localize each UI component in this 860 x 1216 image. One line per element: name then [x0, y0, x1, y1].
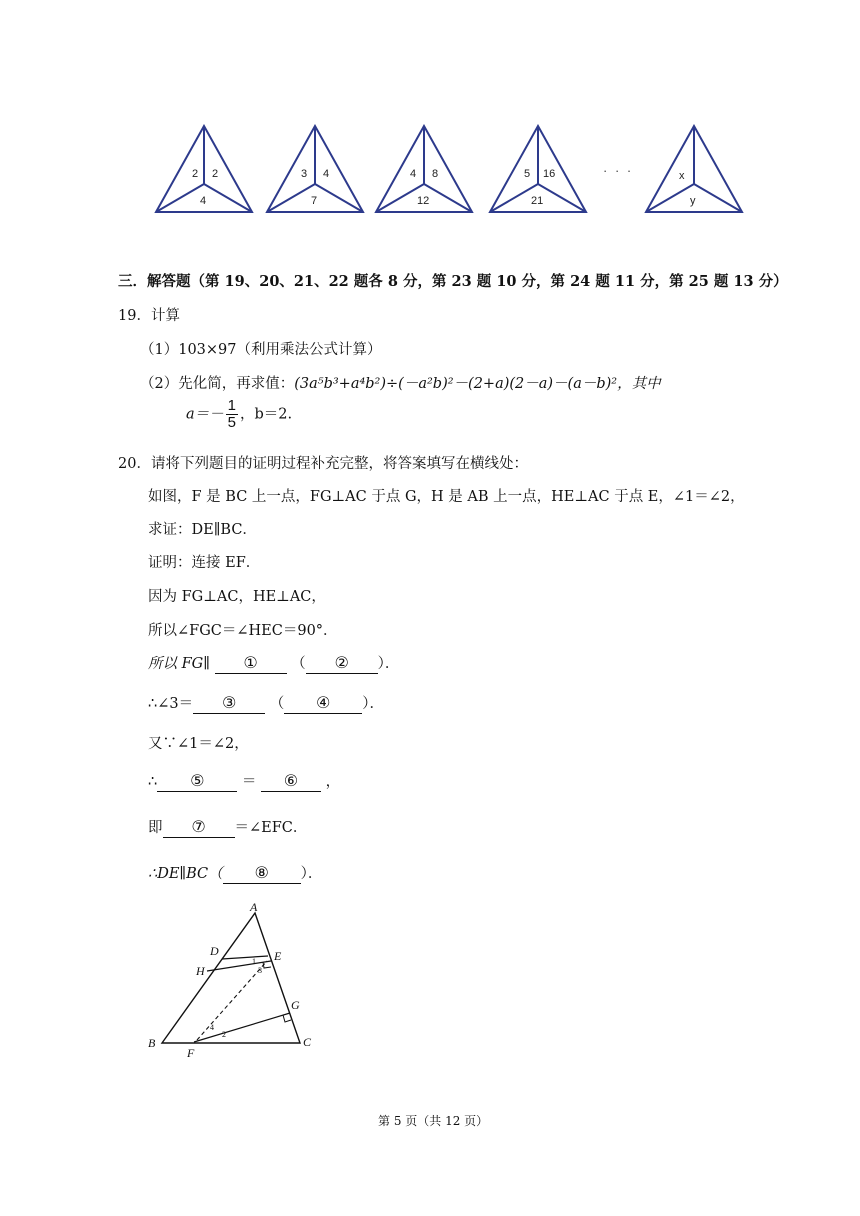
- q20-proof-start: 证明：连接 EF．: [148, 555, 261, 571]
- label-B: B: [148, 1036, 156, 1050]
- blank-6[interactable]: ⑥: [261, 772, 321, 792]
- blank-7[interactable]: ⑦: [163, 818, 235, 838]
- tri3-bottom: 12: [417, 195, 430, 207]
- q20-step-3: 所以 FG∥ ① （ ② ）．: [148, 653, 400, 672]
- blank-5[interactable]: ⑤: [157, 772, 237, 792]
- q20-prove: 求证：DE∥BC．: [148, 522, 257, 538]
- tri3-right: 8: [432, 168, 439, 180]
- q19-cond-a: a＝－: [186, 406, 224, 423]
- q20-conclusion: ∴DE∥BC（ ⑧ ）．: [148, 863, 323, 882]
- q20-step-3-prefix: 所以 FG∥: [148, 656, 210, 672]
- ellipsis: · · ·: [603, 163, 634, 178]
- blank-1[interactable]: ①: [215, 654, 287, 674]
- tri4-right: 16: [543, 168, 556, 180]
- angle-2-label: 2: [222, 1030, 226, 1039]
- q20-step-4-prefix: ∴∠3＝: [148, 696, 194, 712]
- q20-step-4: ∴∠3＝ ③ （ ④ ）．: [148, 693, 384, 712]
- label-C: C: [303, 1035, 312, 1049]
- tri1-right: 2: [212, 168, 219, 180]
- q20-step-6-prefix: ∴: [148, 774, 158, 790]
- fraction-numerator: 1: [227, 397, 236, 414]
- tri4-bottom: 21: [531, 195, 544, 207]
- angle-3-label: 3: [258, 966, 262, 975]
- q20-step-5: 又∵∠1＝∠2，: [148, 736, 249, 752]
- angle-4-label: 4: [210, 1023, 214, 1032]
- q20-step-1: 因为 FG⊥AC，HE⊥AC，: [148, 589, 326, 605]
- q20-step-6: ∴ ⑤ ＝ ⑥ ，: [148, 771, 341, 790]
- fraction-denominator: 5: [227, 414, 236, 431]
- tri1-left: 2: [192, 168, 199, 180]
- q20-conclusion-prefix: ∴DE∥BC（: [148, 866, 223, 882]
- triangle-4: [488, 124, 588, 216]
- tri5-x: x: [679, 170, 685, 182]
- tri5-y: y: [690, 195, 696, 207]
- q19-part2-prefix: （2）先化简，再求值：: [140, 376, 295, 392]
- q20-step-7: 即 ⑦ ＝∠EFC．: [148, 817, 308, 836]
- angle-1-label: 1: [252, 957, 256, 966]
- q20-heading: 20．请将下列题目的证明过程补充完整，将答案填写在横线处：: [118, 456, 528, 472]
- label-D: D: [210, 944, 219, 958]
- q19-condition: [186, 398, 292, 431]
- tri2-right: 4: [323, 168, 330, 180]
- label-A: A: [250, 900, 258, 914]
- tri4-left: 5: [524, 168, 531, 180]
- label-G: G: [291, 998, 300, 1012]
- q19-heading: 19．计算: [118, 308, 180, 324]
- blank-4[interactable]: ④: [284, 694, 362, 714]
- triangle-5: [644, 124, 744, 216]
- triangle-pattern-row: [150, 124, 750, 219]
- blank-3[interactable]: ③: [193, 694, 265, 714]
- label-H: H: [196, 964, 205, 978]
- q19-part2-expression: (3a⁵b³+a⁴b²)÷(－a²b)²－(2+a)(2－a)－(a－b)²，其中: [294, 376, 661, 392]
- label-E: E: [274, 949, 282, 963]
- geometry-figure: [140, 895, 340, 1069]
- page-footer: 第 5 页（共 12 页）: [378, 1114, 489, 1128]
- tri1-bottom: 4: [200, 195, 207, 207]
- fraction-one-fifth: [226, 398, 238, 431]
- triangle-2: [265, 124, 365, 216]
- blank-8[interactable]: ⑧: [223, 864, 301, 884]
- label-F: F: [187, 1046, 195, 1060]
- q19-cond-b: ，b＝2.: [240, 406, 293, 423]
- tri2-left: 3: [301, 168, 308, 180]
- q19-part2: [140, 372, 661, 393]
- triangle-1: [154, 124, 254, 216]
- q19-part1: （1）103×97（利用乘法公式计算）: [140, 342, 382, 358]
- tri3-left: 4: [410, 168, 417, 180]
- q20-given: 如图，F 是 BC 上一点，FG⊥AC 于点 G，H 是 AB 上一点，HE⊥AC 于点 E，∠1＝∠2，: [148, 489, 745, 505]
- q20-step-2: 所以∠FGC＝∠HEC＝90°．: [148, 623, 338, 639]
- section-3-title: 三．解答题（第 19、20、21、22 题各 8 分，第 23 题 10 分，第 24 题 11 分，第 25 题 13 分）: [118, 273, 788, 290]
- q20-step-7-prefix: 即: [148, 820, 163, 836]
- blank-2[interactable]: ②: [306, 654, 378, 674]
- tri2-bottom: 7: [311, 195, 318, 207]
- triangle-3: [374, 124, 474, 216]
